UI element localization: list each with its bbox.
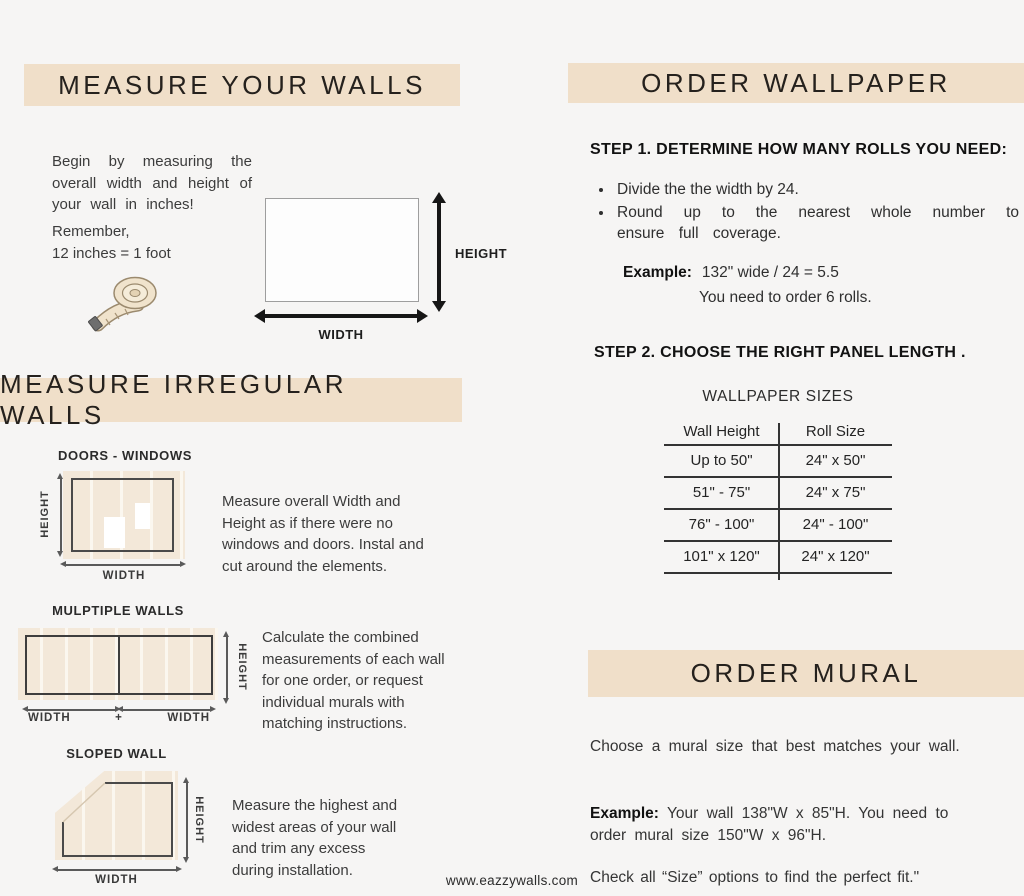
section-header-text: MEASURE IRREGULAR WALLS (0, 369, 347, 430)
section-header-order-mural (588, 650, 1024, 697)
remember-note (52, 221, 171, 264)
doors-windows-diagram (63, 471, 185, 559)
plus-sign: + (115, 712, 123, 724)
height-arrow-icon (186, 783, 188, 857)
sloped-wall-title: SLOPED WALL (66, 746, 167, 761)
width-label: WIDTH (318, 327, 364, 342)
table-cell: 76" - 100" (688, 516, 755, 533)
height-label: HEIGHT (192, 796, 205, 844)
door-shape (104, 517, 125, 548)
table-cell: 101" x 120" (683, 548, 760, 565)
sloped-wall-text: Measure the highest and widest areas of your wall and trim any excess during installation. (232, 797, 398, 879)
table-cell: 24" x 75" (805, 484, 866, 501)
column-header: Roll Size (805, 423, 866, 440)
bullet-item: • Divide the the width by 24. (614, 179, 1019, 201)
step1-bullet-list (598, 179, 1019, 246)
height-arrow-icon (226, 637, 228, 698)
multiple-walls-diagram (18, 628, 218, 700)
height-label: HEIGHT (455, 246, 508, 261)
section-header-measure-your-walls (24, 64, 460, 106)
section-header-text: MEASURE YOUR WALLS (58, 69, 426, 100)
sloped-wall-diagram (55, 771, 178, 860)
width-arrow-icon (123, 709, 210, 711)
remember-line2: 12 inches = 1 foot (52, 244, 171, 262)
example-line1 (623, 260, 872, 285)
width-label: WIDTH (102, 570, 146, 582)
example-line2: You need to order 6 rolls. (699, 289, 872, 306)
multiple-walls-text: Calculate the combined measurements of each wall for one order, or request individual murals with matching instructions. (262, 629, 445, 732)
mural-paragraph: Choose a mural size that best matches your wall. (590, 737, 960, 755)
example-value: 132" wide / 24 = 5.5 (701, 264, 839, 281)
table-cell: 24" x 120" (801, 548, 870, 565)
height-arrow-icon (60, 479, 62, 551)
width-arrow-icon (28, 709, 115, 711)
table-cell: Up to 50" (690, 452, 753, 469)
width-labels (28, 712, 210, 724)
width-arrow-icon (66, 564, 180, 566)
step1-example (623, 260, 872, 310)
table-column-divider (778, 423, 780, 580)
intro-paragraph: Begin by measuring the overall width and height of your wall in inches! (52, 153, 252, 213)
wallpaper-sizes-title: WALLPAPER SIZES (702, 388, 854, 405)
wall-diagram (265, 198, 419, 302)
mural-example (590, 803, 970, 847)
doors-windows-title: DOORS - WINDOWS (58, 448, 192, 463)
width-label: WIDTH (28, 712, 71, 724)
height-label: HEIGHT (235, 643, 248, 691)
example-label: Example: (623, 264, 692, 281)
wall-outline (71, 478, 174, 552)
width-arrow-icon (58, 869, 176, 871)
section-header-order-wallpaper (568, 63, 1024, 103)
website-url: www.eazzywalls.com (445, 873, 579, 888)
example-text: Your wall 138"W x 85"H. You need to order mural size 150"W x 96"H. (590, 804, 949, 844)
wall-divider (118, 637, 120, 693)
step2-title: STEP 2. CHOOSE THE RIGHT PANEL LENGTH . (594, 344, 966, 361)
sloped-wall-outline (55, 771, 178, 860)
step1-title: STEP 1. DETERMINE HOW MANY ROLLS YOU NEED: (590, 141, 1008, 158)
bullet-item: • Round up to the nearest whole number to ensure full coverage. (614, 202, 1019, 245)
column-header: Wall Height (683, 423, 760, 440)
tape-measure-icon (88, 268, 170, 340)
table-cell: 24" x 50" (805, 452, 866, 469)
section-header-text: ORDER MURAL (690, 658, 922, 688)
width-label: WIDTH (167, 712, 210, 724)
doors-windows-text: Measure overall Width and Height as if there were no windows and doors. Instal and cut around the elements. (222, 493, 424, 575)
height-label: HEIGHT (38, 490, 51, 538)
width-label: WIDTH (95, 874, 138, 886)
multiple-walls-title: MULPTIPLE WALLS (52, 603, 184, 618)
wallpaper-sizes-table (664, 420, 892, 574)
example-label: Example: (590, 804, 659, 822)
height-arrow-icon (437, 202, 441, 302)
window-shape (135, 503, 150, 529)
remember-line1: Remember, (52, 223, 130, 240)
section-header-measure-irregular-walls (0, 369, 462, 430)
table-cell: 24" - 100" (802, 516, 869, 533)
mural-paragraph: Check all “Size” options to find the perfect fit." (590, 868, 920, 886)
walls-outline (25, 635, 213, 695)
table-cell: 51" - 75" (692, 484, 751, 501)
section-header-text: ORDER WALLPAPER (641, 67, 951, 98)
width-arrow-icon (264, 314, 418, 318)
